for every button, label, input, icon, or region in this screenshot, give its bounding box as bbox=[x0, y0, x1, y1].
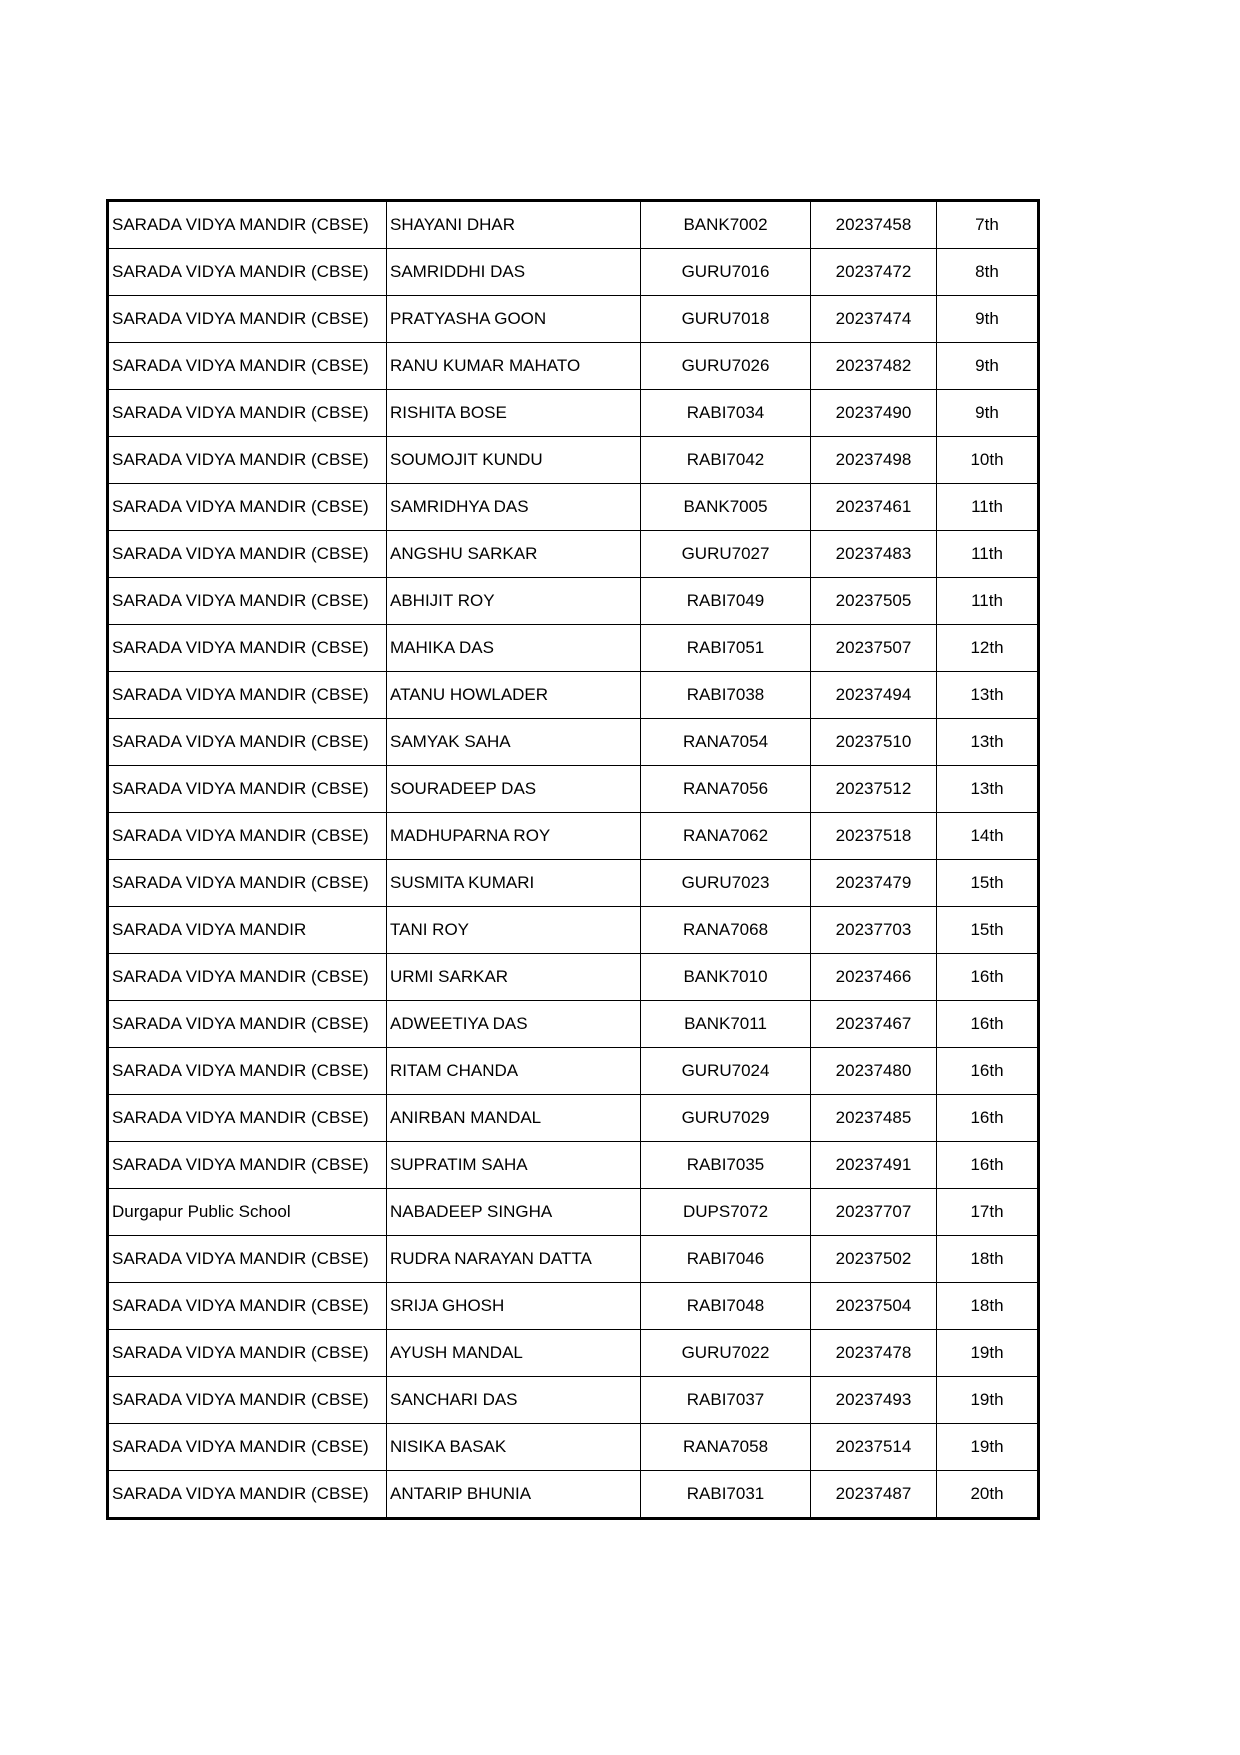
rank-cell: 19th bbox=[937, 1330, 1039, 1377]
school-name-cell: SARADA VIDYA MANDIR (CBSE) bbox=[108, 672, 387, 719]
roll-code-cell: BANK7005 bbox=[641, 484, 811, 531]
roll-code-cell: GURU7024 bbox=[641, 1048, 811, 1095]
school-name-cell: SARADA VIDYA MANDIR bbox=[108, 907, 387, 954]
student-name-cell: ANTARIP BHUNIA bbox=[387, 1471, 641, 1519]
rank-cell: 13th bbox=[937, 766, 1039, 813]
school-name-cell: SARADA VIDYA MANDIR (CBSE) bbox=[108, 625, 387, 672]
school-name-cell: SARADA VIDYA MANDIR (CBSE) bbox=[108, 1095, 387, 1142]
table-row bbox=[108, 390, 1039, 437]
school-name-cell: SARADA VIDYA MANDIR (CBSE) bbox=[108, 860, 387, 907]
school-name-cell: SARADA VIDYA MANDIR (CBSE) bbox=[108, 1283, 387, 1330]
table-row bbox=[108, 1048, 1039, 1095]
rank-cell: 14th bbox=[937, 813, 1039, 860]
school-name-cell: Durgapur Public School bbox=[108, 1189, 387, 1236]
roll-code-cell: GURU7016 bbox=[641, 249, 811, 296]
table-row bbox=[108, 1283, 1039, 1330]
registration-number-cell: 20237483 bbox=[811, 531, 937, 578]
table-row bbox=[108, 672, 1039, 719]
student-name-cell: RUDRA NARAYAN DATTA bbox=[387, 1236, 641, 1283]
student-name-cell: ABHIJIT ROY bbox=[387, 578, 641, 625]
student-name-cell: AYUSH MANDAL bbox=[387, 1330, 641, 1377]
student-name-cell: RANU KUMAR MAHATO bbox=[387, 343, 641, 390]
student-name-cell: RISHITA BOSE bbox=[387, 390, 641, 437]
roll-code-cell: BANK7002 bbox=[641, 201, 811, 249]
registration-number-cell: 20237478 bbox=[811, 1330, 937, 1377]
registration-number-cell: 20237472 bbox=[811, 249, 937, 296]
registration-number-cell: 20237510 bbox=[811, 719, 937, 766]
school-name-cell: SARADA VIDYA MANDIR (CBSE) bbox=[108, 390, 387, 437]
school-name-cell: SARADA VIDYA MANDIR (CBSE) bbox=[108, 766, 387, 813]
roll-code-cell: RABI7034 bbox=[641, 390, 811, 437]
table-row bbox=[108, 531, 1039, 578]
rank-cell: 16th bbox=[937, 1001, 1039, 1048]
roll-code-cell: RANA7058 bbox=[641, 1424, 811, 1471]
registration-number-cell: 20237474 bbox=[811, 296, 937, 343]
student-name-cell: SAMYAK SAHA bbox=[387, 719, 641, 766]
rank-cell: 16th bbox=[937, 954, 1039, 1001]
student-name-cell: PRATYASHA GOON bbox=[387, 296, 641, 343]
rank-cell: 13th bbox=[937, 719, 1039, 766]
roll-code-cell: GURU7023 bbox=[641, 860, 811, 907]
registration-number-cell: 20237514 bbox=[811, 1424, 937, 1471]
roll-code-cell: GURU7027 bbox=[641, 531, 811, 578]
student-name-cell: ADWEETIYA DAS bbox=[387, 1001, 641, 1048]
roll-code-cell: BANK7011 bbox=[641, 1001, 811, 1048]
registration-number-cell: 20237504 bbox=[811, 1283, 937, 1330]
school-name-cell: SARADA VIDYA MANDIR (CBSE) bbox=[108, 1048, 387, 1095]
school-name-cell: SARADA VIDYA MANDIR (CBSE) bbox=[108, 343, 387, 390]
table-row bbox=[108, 201, 1039, 249]
rank-cell: 13th bbox=[937, 672, 1039, 719]
rank-cell: 20th bbox=[937, 1471, 1039, 1519]
roll-code-cell: RANA7056 bbox=[641, 766, 811, 813]
roll-code-cell: GURU7022 bbox=[641, 1330, 811, 1377]
registration-number-cell: 20237467 bbox=[811, 1001, 937, 1048]
table-row bbox=[108, 1095, 1039, 1142]
registration-number-cell: 20237458 bbox=[811, 201, 937, 249]
table-row bbox=[108, 249, 1039, 296]
table-row bbox=[108, 766, 1039, 813]
table-row bbox=[108, 437, 1039, 484]
student-name-cell: TANI ROY bbox=[387, 907, 641, 954]
roll-code-cell: RABI7048 bbox=[641, 1283, 811, 1330]
rank-cell: 17th bbox=[937, 1189, 1039, 1236]
table-row bbox=[108, 1236, 1039, 1283]
school-name-cell: SARADA VIDYA MANDIR (CBSE) bbox=[108, 1330, 387, 1377]
registration-number-cell: 20237482 bbox=[811, 343, 937, 390]
roll-code-cell: RANA7054 bbox=[641, 719, 811, 766]
registration-number-cell: 20237480 bbox=[811, 1048, 937, 1095]
registration-number-cell: 20237487 bbox=[811, 1471, 937, 1519]
student-name-cell: ANIRBAN MANDAL bbox=[387, 1095, 641, 1142]
school-name-cell: SARADA VIDYA MANDIR (CBSE) bbox=[108, 578, 387, 625]
roll-code-cell: GURU7018 bbox=[641, 296, 811, 343]
registration-number-cell: 20237518 bbox=[811, 813, 937, 860]
student-name-cell: SUSMITA KUMARI bbox=[387, 860, 641, 907]
rank-cell: 11th bbox=[937, 484, 1039, 531]
registration-number-cell: 20237703 bbox=[811, 907, 937, 954]
registration-number-cell: 20237498 bbox=[811, 437, 937, 484]
school-name-cell: SARADA VIDYA MANDIR (CBSE) bbox=[108, 531, 387, 578]
student-name-cell: NABADEEP SINGHA bbox=[387, 1189, 641, 1236]
school-name-cell: SARADA VIDYA MANDIR (CBSE) bbox=[108, 719, 387, 766]
registration-number-cell: 20237493 bbox=[811, 1377, 937, 1424]
registration-number-cell: 20237505 bbox=[811, 578, 937, 625]
registration-number-cell: 20237466 bbox=[811, 954, 937, 1001]
table-row bbox=[108, 719, 1039, 766]
student-name-cell: URMI SARKAR bbox=[387, 954, 641, 1001]
school-name-cell: SARADA VIDYA MANDIR (CBSE) bbox=[108, 437, 387, 484]
student-name-cell: MAHIKA DAS bbox=[387, 625, 641, 672]
roll-code-cell: RABI7038 bbox=[641, 672, 811, 719]
school-name-cell: SARADA VIDYA MANDIR (CBSE) bbox=[108, 1236, 387, 1283]
rank-cell: 10th bbox=[937, 437, 1039, 484]
results-table bbox=[106, 199, 1040, 1520]
registration-number-cell: 20237491 bbox=[811, 1142, 937, 1189]
registration-number-cell: 20237512 bbox=[811, 766, 937, 813]
rank-cell: 16th bbox=[937, 1048, 1039, 1095]
school-name-cell: SARADA VIDYA MANDIR (CBSE) bbox=[108, 1001, 387, 1048]
rank-cell: 9th bbox=[937, 390, 1039, 437]
rank-cell: 11th bbox=[937, 578, 1039, 625]
rank-cell: 7th bbox=[937, 201, 1039, 249]
table-row bbox=[108, 860, 1039, 907]
table-row bbox=[108, 1471, 1039, 1519]
school-name-cell: SARADA VIDYA MANDIR (CBSE) bbox=[108, 1142, 387, 1189]
table-row bbox=[108, 954, 1039, 1001]
rank-cell: 19th bbox=[937, 1377, 1039, 1424]
table-row bbox=[108, 343, 1039, 390]
rank-cell: 15th bbox=[937, 907, 1039, 954]
roll-code-cell: GURU7029 bbox=[641, 1095, 811, 1142]
roll-code-cell: RABI7037 bbox=[641, 1377, 811, 1424]
rank-cell: 15th bbox=[937, 860, 1039, 907]
rank-cell: 12th bbox=[937, 625, 1039, 672]
registration-number-cell: 20237461 bbox=[811, 484, 937, 531]
roll-code-cell: RABI7031 bbox=[641, 1471, 811, 1519]
rank-cell: 18th bbox=[937, 1283, 1039, 1330]
table-row bbox=[108, 907, 1039, 954]
rank-cell: 9th bbox=[937, 296, 1039, 343]
table-row bbox=[108, 484, 1039, 531]
roll-code-cell: RABI7046 bbox=[641, 1236, 811, 1283]
student-name-cell: SANCHARI DAS bbox=[387, 1377, 641, 1424]
registration-number-cell: 20237494 bbox=[811, 672, 937, 719]
roll-code-cell: DUPS7072 bbox=[641, 1189, 811, 1236]
school-name-cell: SARADA VIDYA MANDIR (CBSE) bbox=[108, 954, 387, 1001]
school-name-cell: SARADA VIDYA MANDIR (CBSE) bbox=[108, 1424, 387, 1471]
rank-cell: 8th bbox=[937, 249, 1039, 296]
rank-cell: 9th bbox=[937, 343, 1039, 390]
registration-number-cell: 20237502 bbox=[811, 1236, 937, 1283]
roll-code-cell: GURU7026 bbox=[641, 343, 811, 390]
student-name-cell: SRIJA GHOSH bbox=[387, 1283, 641, 1330]
student-name-cell: SHAYANI DHAR bbox=[387, 201, 641, 249]
table-row bbox=[108, 1001, 1039, 1048]
student-name-cell: SAMRIDHYA DAS bbox=[387, 484, 641, 531]
rank-cell: 19th bbox=[937, 1424, 1039, 1471]
student-name-cell: SOUMOJIT KUNDU bbox=[387, 437, 641, 484]
registration-number-cell: 20237485 bbox=[811, 1095, 937, 1142]
roll-code-cell: BANK7010 bbox=[641, 954, 811, 1001]
rank-cell: 18th bbox=[937, 1236, 1039, 1283]
student-name-cell: RITAM CHANDA bbox=[387, 1048, 641, 1095]
table-row bbox=[108, 1142, 1039, 1189]
student-name-cell: MADHUPARNA ROY bbox=[387, 813, 641, 860]
table-row bbox=[108, 578, 1039, 625]
student-name-cell: ATANU HOWLADER bbox=[387, 672, 641, 719]
school-name-cell: SARADA VIDYA MANDIR (CBSE) bbox=[108, 813, 387, 860]
roll-code-cell: RABI7049 bbox=[641, 578, 811, 625]
school-name-cell: SARADA VIDYA MANDIR (CBSE) bbox=[108, 249, 387, 296]
rank-cell: 16th bbox=[937, 1142, 1039, 1189]
registration-number-cell: 20237490 bbox=[811, 390, 937, 437]
roll-code-cell: RABI7051 bbox=[641, 625, 811, 672]
registration-number-cell: 20237507 bbox=[811, 625, 937, 672]
rank-cell: 16th bbox=[937, 1095, 1039, 1142]
registration-number-cell: 20237707 bbox=[811, 1189, 937, 1236]
school-name-cell: SARADA VIDYA MANDIR (CBSE) bbox=[108, 1377, 387, 1424]
table-row bbox=[108, 1330, 1039, 1377]
school-name-cell: SARADA VIDYA MANDIR (CBSE) bbox=[108, 1471, 387, 1519]
student-name-cell: NISIKA BASAK bbox=[387, 1424, 641, 1471]
table-row bbox=[108, 296, 1039, 343]
school-name-cell: SARADA VIDYA MANDIR (CBSE) bbox=[108, 484, 387, 531]
table-row bbox=[108, 813, 1039, 860]
roll-code-cell: RABI7042 bbox=[641, 437, 811, 484]
student-name-cell: SUPRATIM SAHA bbox=[387, 1142, 641, 1189]
student-name-cell: ANGSHU SARKAR bbox=[387, 531, 641, 578]
results-table-body bbox=[108, 201, 1039, 1519]
school-name-cell: SARADA VIDYA MANDIR (CBSE) bbox=[108, 296, 387, 343]
roll-code-cell: RANA7062 bbox=[641, 813, 811, 860]
student-name-cell: SAMRIDDHI DAS bbox=[387, 249, 641, 296]
rank-cell: 11th bbox=[937, 531, 1039, 578]
table-row bbox=[108, 1424, 1039, 1471]
school-name-cell: SARADA VIDYA MANDIR (CBSE) bbox=[108, 201, 387, 249]
roll-code-cell: RABI7035 bbox=[641, 1142, 811, 1189]
registration-number-cell: 20237479 bbox=[811, 860, 937, 907]
table-row bbox=[108, 1377, 1039, 1424]
table-row bbox=[108, 1189, 1039, 1236]
roll-code-cell: RANA7068 bbox=[641, 907, 811, 954]
student-name-cell: SOURADEEP DAS bbox=[387, 766, 641, 813]
table-row bbox=[108, 625, 1039, 672]
